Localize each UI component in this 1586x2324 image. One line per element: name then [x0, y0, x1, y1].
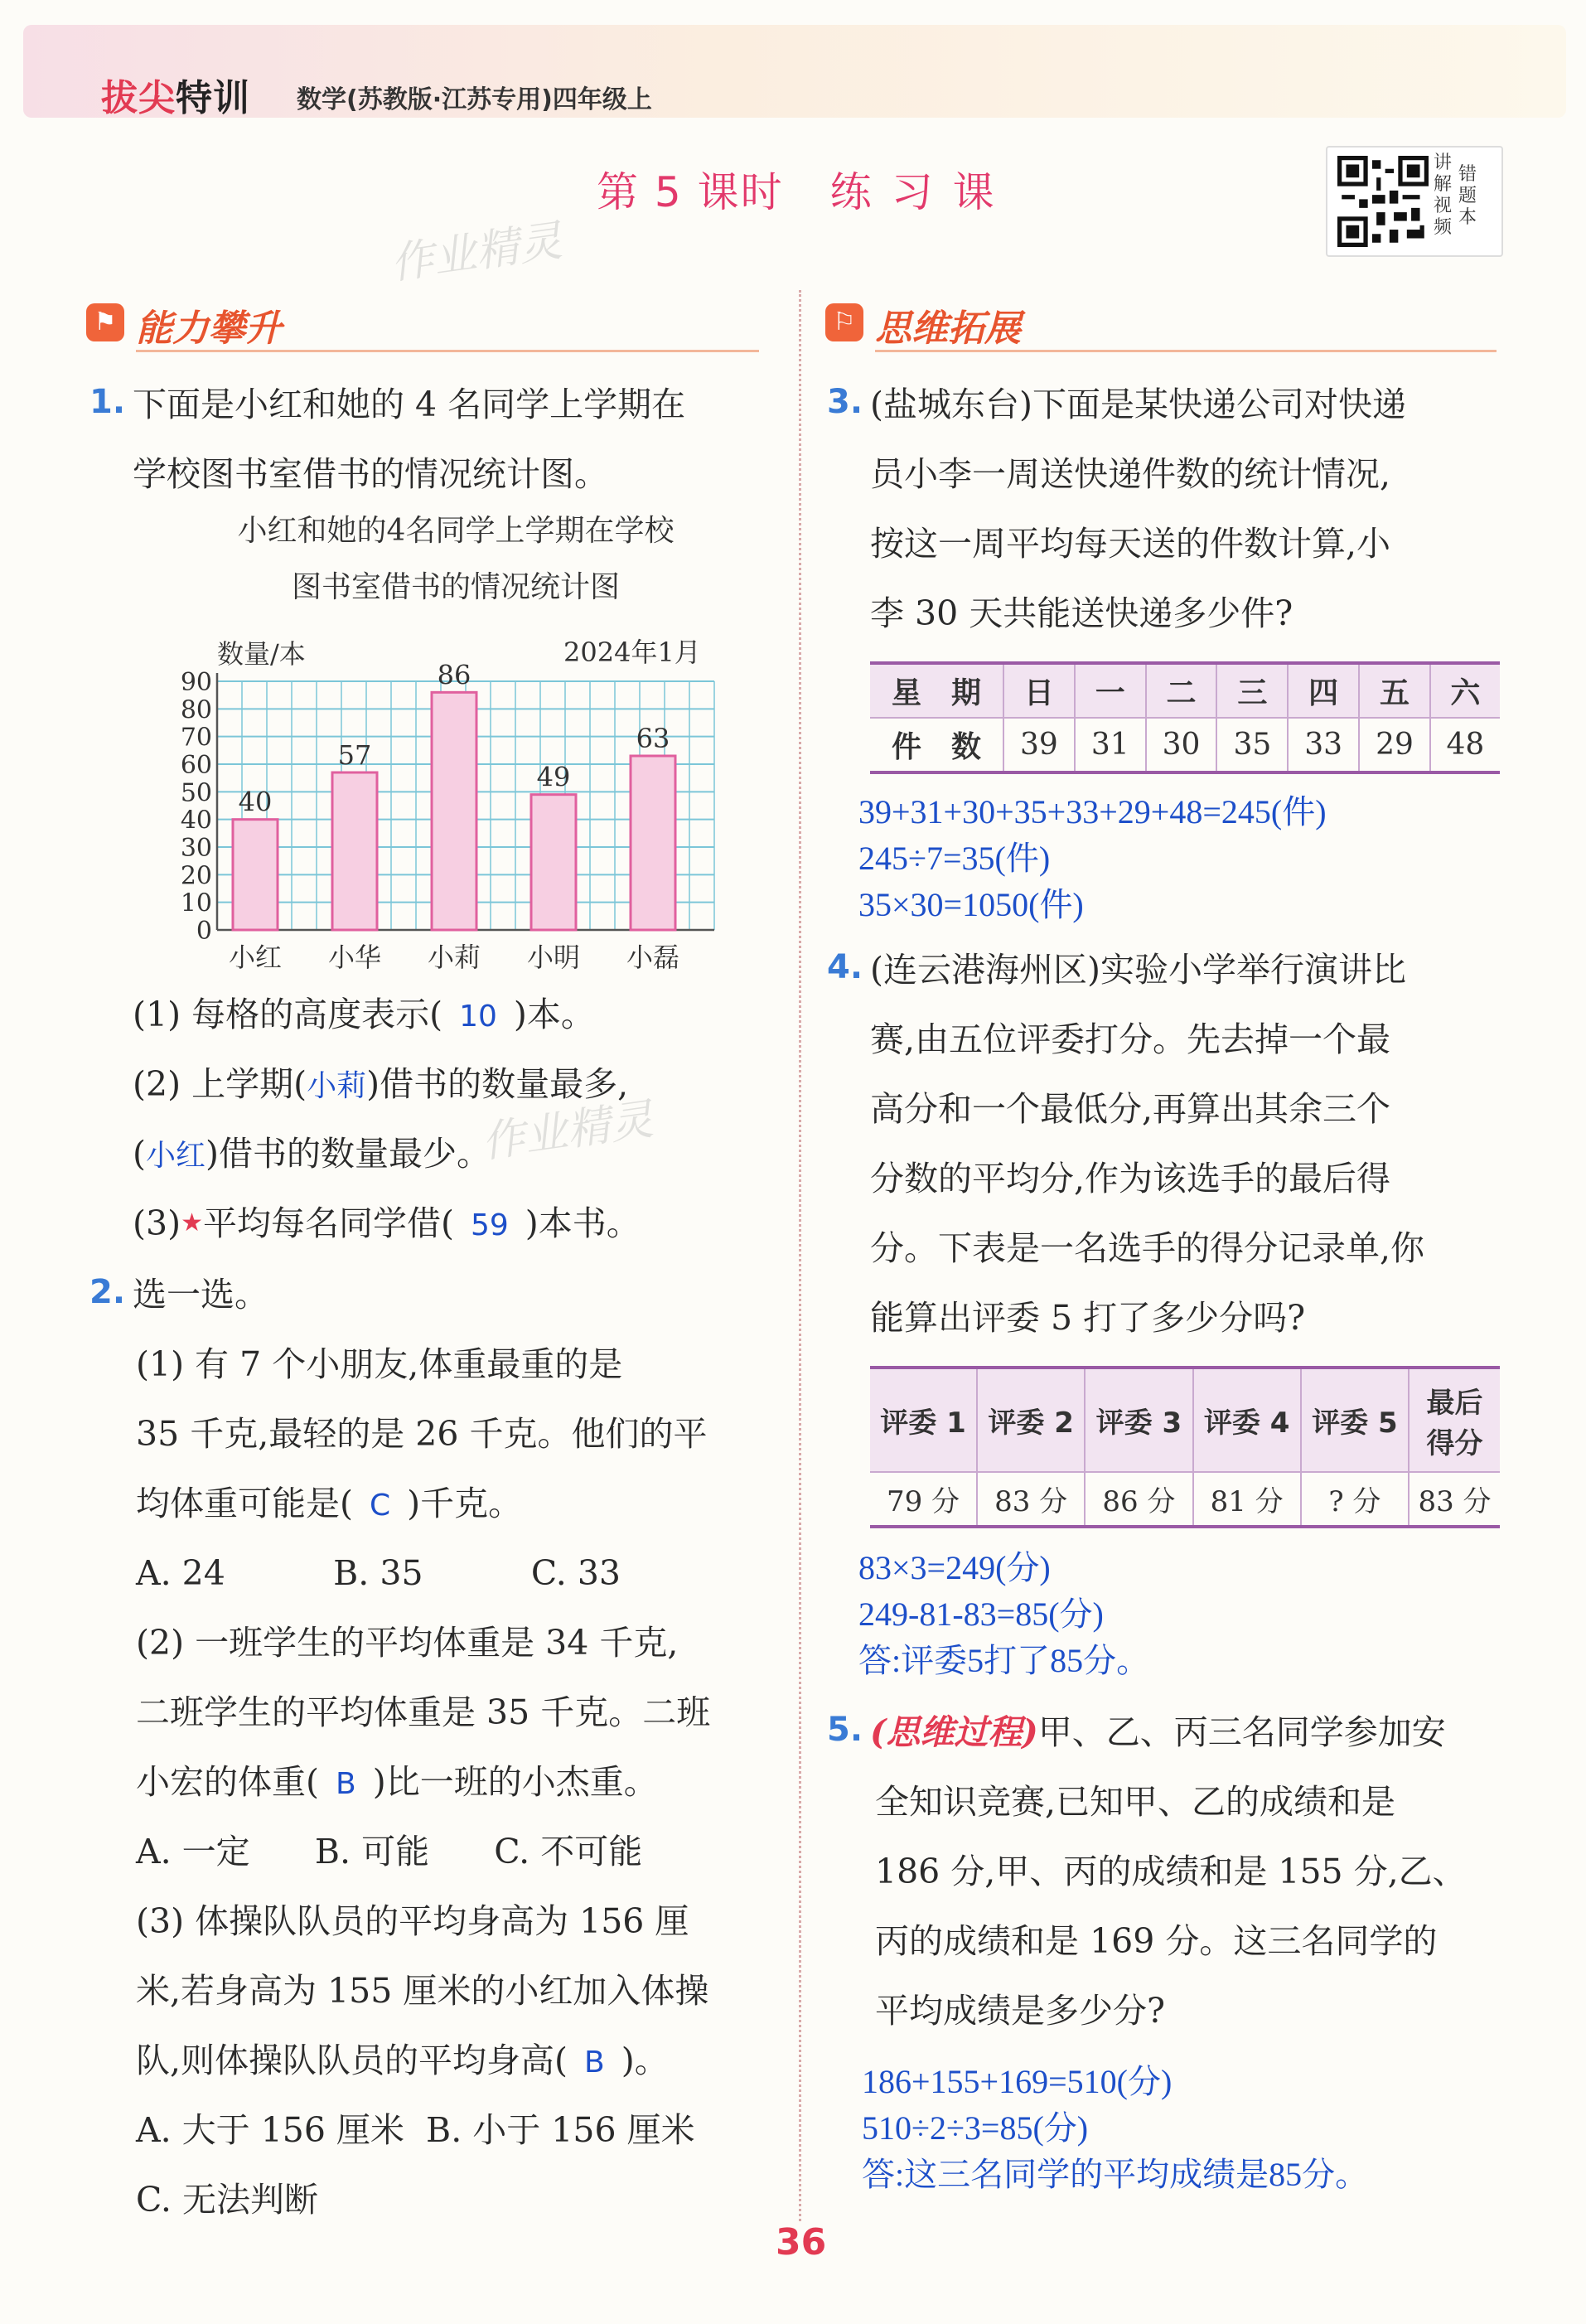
table-cell: 29 — [1359, 718, 1430, 772]
y-tick-label: 10 — [180, 888, 212, 918]
question-text: (3) 体操队队员的平均身高为 156 厘 — [136, 1901, 689, 1941]
tag-label: (思维过程) — [870, 1712, 1038, 1752]
options: A. 24 B. 35 C. 33 — [136, 1553, 621, 1593]
question-text: 平均成绩是多少分? — [875, 1991, 1165, 2031]
table-row — [870, 718, 1500, 772]
header-band — [23, 25, 1566, 118]
handwritten-answer: 答:这三名同学的平均成绩是85分。 — [862, 2156, 1369, 2193]
table-cell: 评委 1 — [870, 1368, 977, 1472]
chart-title: 小红和她的4名同学上学期在学校 — [237, 514, 675, 548]
table-cell: 48 — [1430, 718, 1500, 772]
handwritten-answer: 249-81-83=85(分) — [858, 1595, 1104, 1633]
lesson-title: 第 5 课时 练习课 — [597, 168, 1014, 216]
table-cell: 五 — [1359, 663, 1430, 718]
options: C. 无法判断 — [136, 2180, 318, 2220]
qr-code-icon[interactable] — [1337, 156, 1429, 247]
y-tick-label: 40 — [180, 806, 212, 835]
bar-chart — [157, 504, 737, 976]
question-text: 能算出评委 5 打了多少分吗? — [870, 1298, 1306, 1338]
y-tick-label: 0 — [196, 917, 212, 946]
score-table — [870, 1366, 1500, 1528]
table-cell: 星 期 — [870, 663, 1003, 718]
question-text: 赛,由五位评委打分。先去掉一个最 — [870, 1019, 1391, 1059]
question-text: (盐城东台)下面是某快递公司对快递 — [870, 385, 1406, 424]
watermark: 作业精灵 — [387, 215, 565, 290]
handwritten-answer: 510÷2÷3=85(分) — [862, 2109, 1089, 2147]
table-cell: 30 — [1146, 718, 1217, 772]
table-cell: 31 — [1075, 718, 1146, 772]
table-cell: 83 分 — [977, 1472, 1085, 1527]
table-cell: ? 分 — [1301, 1472, 1409, 1527]
question-text: 选一选。 — [133, 1275, 268, 1315]
y-tick-label: 50 — [180, 778, 212, 808]
bar — [432, 692, 476, 930]
brand-logo: 拔尖特训 — [101, 77, 250, 119]
section-icon: ⚑ — [86, 303, 124, 341]
y-tick-label: 20 — [180, 861, 212, 891]
x-tick-label: 小明 — [526, 942, 581, 973]
table-cell: 79 分 — [886, 1485, 960, 1518]
y-tick-label: 80 — [180, 695, 212, 725]
table-cell: 日 — [1003, 663, 1075, 718]
table-row — [870, 663, 1500, 718]
bar — [233, 820, 278, 930]
question-text: 学校图书室借书的情况统计图。 — [133, 454, 608, 494]
x-tick-label: 小红 — [228, 942, 283, 973]
y-tick-label: 70 — [180, 723, 212, 753]
data-label: 86 — [437, 659, 471, 691]
table-cell: 86 分 — [1085, 1472, 1192, 1527]
question-number: 5. — [827, 1711, 863, 1749]
answer: C — [370, 1489, 391, 1523]
question-text: 员小李一周送快递件数的统计情况, — [870, 454, 1391, 494]
table-cell: 四 — [1288, 663, 1359, 718]
qr-label-video: 讲解视频 — [1434, 153, 1453, 238]
sub-question: (1) 每格的高度表示( 10 )本。 — [133, 995, 595, 1034]
handwritten-answer: 245÷7=35(件) — [858, 840, 1051, 877]
question-number: 2. — [89, 1273, 126, 1311]
options: A. 一定 B. 可能 C. 不可能 — [136, 1832, 643, 1871]
handwritten-answer: 39+31+30+35+33+29+48=245(件) — [858, 793, 1327, 830]
question-text: 全知识竞赛,已知甲、乙的成绩和是 — [875, 1782, 1396, 1822]
y-tick-label: 60 — [180, 751, 212, 780]
handwritten-answer: 35×30=1050(件) — [858, 886, 1084, 923]
qr-label-mistakes: 错题本 — [1458, 164, 1477, 228]
question-text: 小宏的体重( B )比一班的小杰重。 — [136, 1762, 658, 1802]
table-cell: 三 — [1216, 663, 1288, 718]
data-label: 40 — [238, 786, 273, 818]
table-cell: 评委 2 — [977, 1368, 1085, 1472]
sub-question: (2) 上学期(小莉)借书的数量最多, — [133, 1064, 629, 1104]
x-tick-label: 小磊 — [626, 942, 680, 973]
question-number: 4. — [827, 948, 863, 986]
table-cell: 33 — [1288, 718, 1359, 772]
sub-question: (小红)借书的数量最少。 — [133, 1134, 491, 1174]
section-underline — [136, 350, 759, 352]
answer: 小红 — [146, 1139, 206, 1173]
question-text: 分数的平均分,作为该选手的最后得 — [870, 1159, 1391, 1198]
table-cell: 件 数 — [891, 730, 981, 764]
question-text: 均体重可能是( C )千克。 — [136, 1484, 523, 1523]
question-text: (1) 有 7 个小朋友,体重最重的是 — [136, 1344, 623, 1384]
question-text: (2) 一班学生的平均体重是 34 千克, — [136, 1623, 679, 1663]
options: A. 大于 156 厘米 B. 小于 156 厘米 — [136, 2110, 695, 2150]
y-axis-label: 数量/本 — [217, 638, 306, 670]
question-text: 李 30 天共能送快递多少件? — [870, 593, 1293, 633]
book-info: 数学(苏教版·江苏专用)四年级上 — [297, 85, 652, 114]
handwritten-answer: 83×3=249(分) — [858, 1549, 1051, 1586]
answer: B — [584, 2046, 605, 2079]
table-cell: 最后 得分 — [1409, 1368, 1500, 1472]
answer: 10 — [459, 1000, 497, 1034]
table-row — [870, 1368, 1500, 1472]
question-text: 35 千克,最轻的是 26 千克。他们的平 — [136, 1414, 708, 1454]
data-label: 49 — [536, 761, 571, 793]
question-text: 分。下表是一名选手的得分记录单,你 — [870, 1228, 1425, 1268]
question-number: 3. — [827, 383, 863, 421]
bar — [531, 795, 576, 930]
question-text: 按这一周平均每天送的件数计算,小 — [870, 524, 1391, 564]
question-text: 丙的成绩和是 169 分。这三名同学的 — [875, 1921, 1438, 1961]
question-text: (连云港海州区)实验小学举行演讲比 — [870, 950, 1406, 990]
question-number: 1. — [89, 383, 126, 421]
page-number: 36 — [776, 2221, 827, 2263]
section-title: 能力攀升 — [136, 307, 282, 350]
table-row — [870, 1472, 1500, 1527]
y-tick-label: 90 — [180, 668, 212, 697]
section-header-right — [825, 295, 1497, 353]
table-cell: 39 — [1003, 718, 1075, 772]
bar — [631, 756, 675, 930]
table-cell: 评委 5 — [1301, 1368, 1409, 1472]
watermark: 作业精灵 — [478, 1094, 656, 1169]
section-underline — [875, 350, 1497, 352]
chart-date: 2024年1月 — [563, 637, 701, 668]
x-tick-label: 小莉 — [427, 942, 481, 973]
answer: B — [336, 1767, 356, 1801]
x-tick-label: 小华 — [327, 942, 382, 973]
question-text: 下面是小红和她的 4 名同学上学期在 — [133, 385, 686, 424]
question-text: 高分和一个最低分,再算出其余三个 — [870, 1089, 1391, 1129]
table-cell: 35 — [1216, 718, 1288, 772]
table-cell: 评委 4 — [1193, 1368, 1301, 1472]
section-icon: ⚐ — [825, 303, 863, 341]
question-text: 米,若身高为 155 厘米的小红加入体操 — [136, 1971, 709, 2011]
y-tick-label: 30 — [180, 834, 212, 863]
question-text: 二班学生的平均体重是 35 千克。二班 — [136, 1692, 711, 1732]
table-cell: 评委 3 — [1085, 1368, 1192, 1472]
answer: 小莉 — [307, 1069, 367, 1103]
section-header-left — [86, 295, 759, 353]
data-label: 57 — [337, 739, 372, 771]
question-text: (思维过程)甲、乙、丙三名同学参加安 — [870, 1712, 1446, 1752]
sub-question: (3)★平均每名同学借( 59 )本书。 — [133, 1203, 641, 1243]
answer: 59 — [470, 1208, 509, 1242]
table-cell: 一 — [1075, 663, 1146, 718]
bar — [332, 772, 377, 930]
table-cell: 81 分 — [1193, 1472, 1301, 1527]
delivery-table — [870, 661, 1500, 774]
data-label: 63 — [636, 723, 670, 754]
section-title: 思维拓展 — [875, 307, 1021, 350]
column-divider — [799, 290, 801, 2221]
table-cell: 83 分 — [1409, 1472, 1500, 1527]
table-cell: 二 — [1146, 663, 1217, 718]
chart-title: 图书室借书的情况统计图 — [291, 570, 621, 604]
question-text: 队,则体操队队员的平均身高( B )。 — [136, 2041, 669, 2080]
table-cell: 六 — [1430, 663, 1500, 718]
qr-box[interactable] — [1326, 146, 1503, 257]
handwritten-answer: 186+155+169=510(分) — [862, 2063, 1173, 2100]
handwritten-answer: 答:评委5打了85分。 — [858, 1642, 1150, 1679]
star-icon: ★ — [181, 1208, 203, 1237]
question-text: 186 分,甲、丙的成绩和是 155 分,乙、 — [875, 1852, 1467, 1891]
